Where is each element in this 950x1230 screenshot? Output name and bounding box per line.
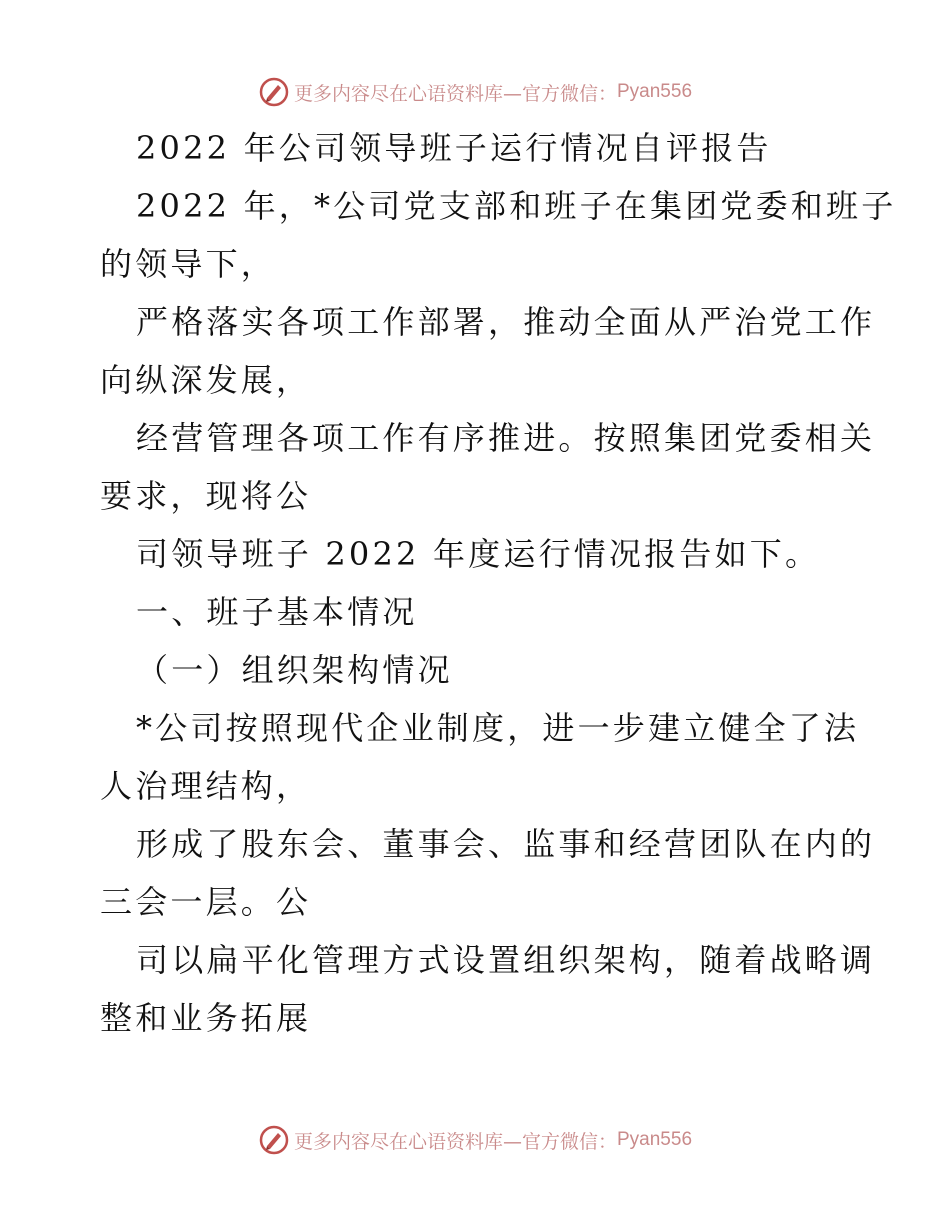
- paragraph-line: 司以扁平化管理方式设置组织架构，随着战略调: [136, 941, 876, 979]
- watermark-handle: Pyan556: [617, 81, 693, 102]
- paragraph-line: 严格落实各项工作部署，推动全面从严治党工作: [136, 303, 876, 341]
- document-title: 2022 年公司领导班子运行情况自评报告: [136, 129, 772, 167]
- paragraph-line: 向纵深发展，: [100, 361, 312, 399]
- header-watermark: [0, 72, 950, 112]
- subsection-heading: （一）组织架构情况: [136, 651, 453, 689]
- paragraph-line: 要求，现将公: [100, 477, 312, 515]
- footer-watermark: [0, 1120, 950, 1160]
- section-heading: 一、班子基本情况: [136, 593, 418, 631]
- paragraph-line: 人治理结构，: [100, 767, 312, 805]
- paragraph-line: 司领导班子 2022 年度运行情况报告如下。: [136, 535, 821, 573]
- watermark-text: 更多内容尽在心语资料库—官方微信：: [293, 82, 617, 105]
- paragraph-line: 整和业务拓展: [100, 999, 312, 1037]
- paragraph-line: 形成了股东会、董事会、监事和经营团队在内的: [136, 825, 876, 863]
- paragraph-line: *公司按照现代企业制度，进一步建立健全了法: [136, 709, 860, 747]
- pen-circle-logo-icon: [258, 76, 290, 108]
- watermark-handle: Pyan556: [617, 1129, 693, 1150]
- paragraph-line: 的领导下，: [100, 245, 277, 283]
- paragraph-line: 2022 年，*公司党支部和班子在集团党委和班子: [136, 187, 897, 225]
- paragraph-line: 经营管理各项工作有序推进。按照集团党委相关: [136, 419, 876, 457]
- pen-circle-logo-icon: [258, 1124, 290, 1156]
- watermark-text: 更多内容尽在心语资料库—官方微信：: [293, 1130, 617, 1153]
- paragraph-line: 三会一层。公: [100, 883, 312, 921]
